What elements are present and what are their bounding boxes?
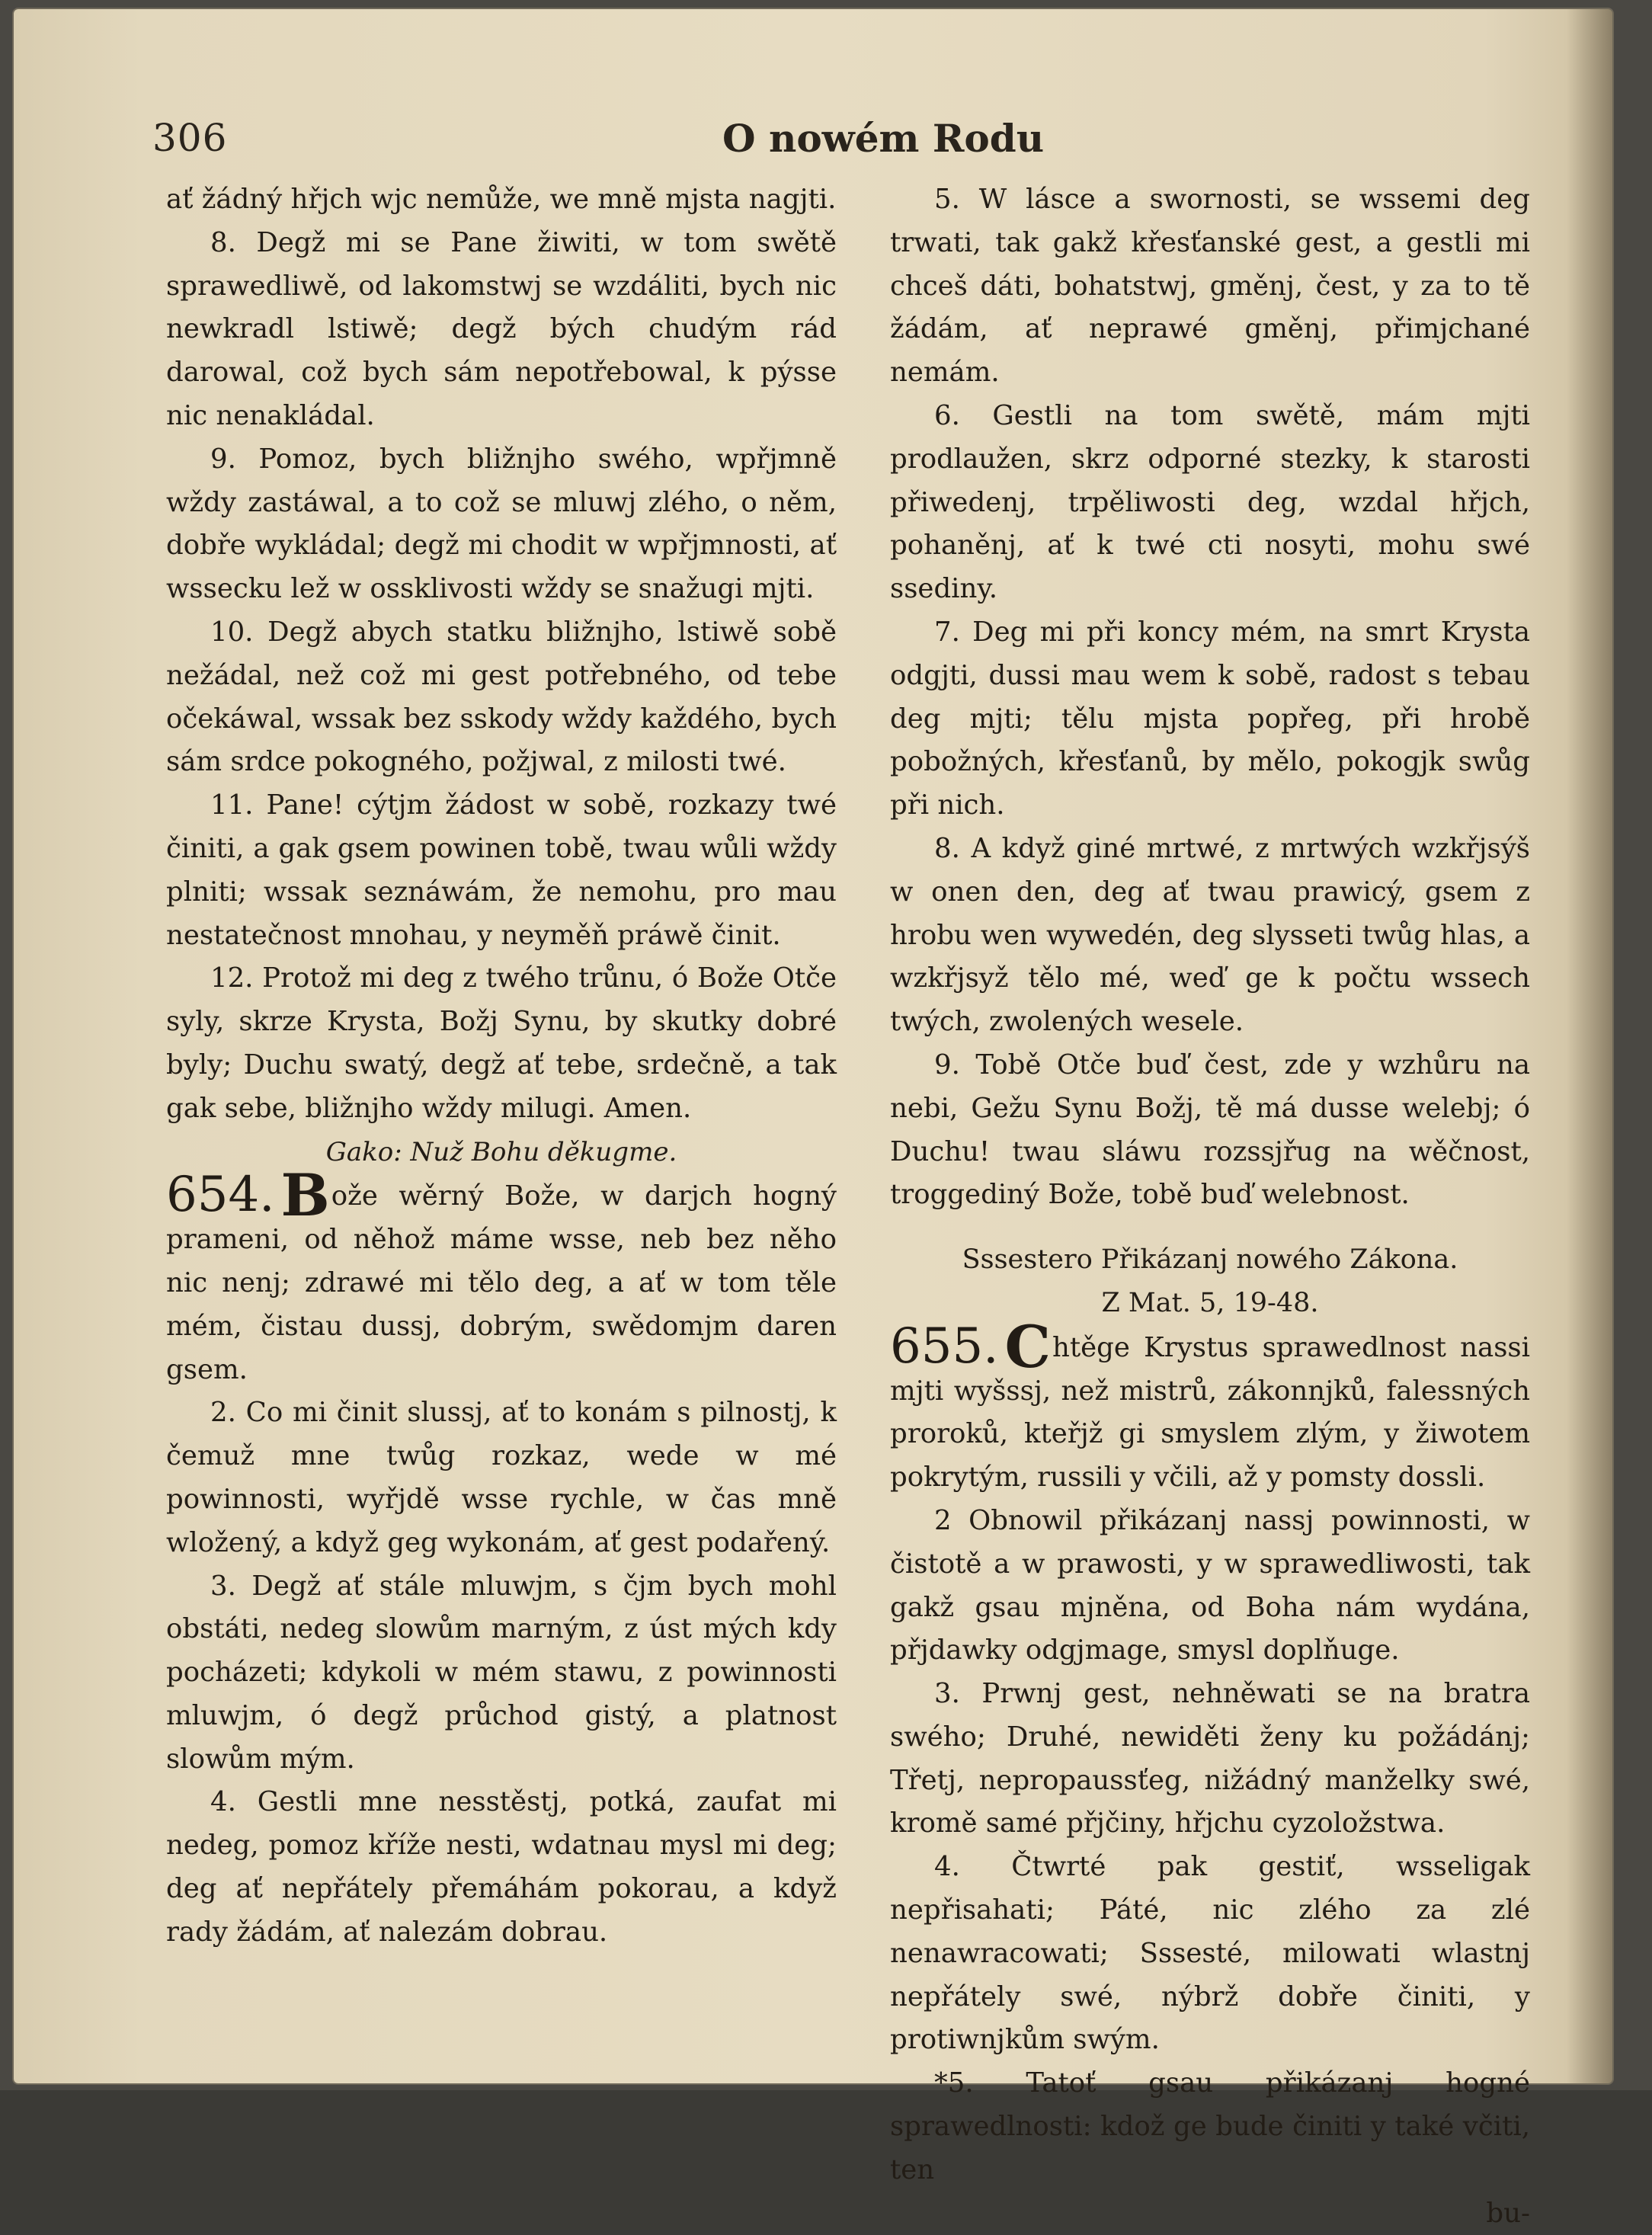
verse-paragraph: 11. Pane! cýtjm žádost w sobě, rozkazy twé činiti, a gak gsem powinen tobě, twau wůli wždy plniti; wssak seznáwám, že nemohu, pro mau nestatečnost mnohau, y neyměň práwě činit. <box>166 789 837 951</box>
hymn-654-start <box>166 1161 837 1391</box>
page-gutter-shadow <box>1567 9 1612 2083</box>
book-page <box>14 9 1612 2229</box>
scripture-reference: Z Mat. 5, 19-48. <box>1101 1287 1319 1318</box>
hymn-melody-note: Gako: Nuž Bohu děkugme. <box>325 1136 677 1167</box>
verse-paragraph: 9. Pomoz, bych bližnjho swého, wpřjmně wždy zastáwal, a to což se mluwj zlého, o něm, dobře wykládal; degž mi chodit w wpřjmnosti, ať wssecku lež w ossklivosti wždy se snažugi mjti. <box>166 443 837 605</box>
left-column <box>166 178 837 1955</box>
verse-paragraph: 4. Gestli mne nesstěstj, potká, zaufat mi nedeg, pomoz kříže nesti, wdatnau mysl mi deg; deg ať nepřátely přemáhám pokorau, a když rady žádám, ať nalezám dobrau. <box>166 1786 837 1948</box>
running-title: O nowém Rodu <box>722 116 1045 161</box>
verse-paragraph: ať žádný hřjch wjc nemůže, we mně mjsta nagjti. <box>166 184 837 215</box>
hymn-number: 655. <box>890 1318 999 1375</box>
right-column <box>890 178 1530 2235</box>
hymn-655-start <box>890 1312 1530 1500</box>
verse-paragraph: 6. Gestli na tom swětě, mám mjti prodlaužen, skrz odporné stezky, k starosti přiwedenj, trpěliwosti deg, wzdal hřjch, pohaněnj, ať k twé cti nosyti, mohu swé ssediny. <box>890 399 1530 605</box>
verse-paragraph: 3. Degž ať stále mluwjm, s čjm bych mohl obstáti, nedeg slowům marným, z úst mých kdy pocházeti; kdykoli w mém stawu, z powinnosti mluwjm, ó degž průchod gistý, a platnost slowům mým. <box>166 1570 837 1775</box>
verse-paragraph: 3. Prwnj gest, nehněwati se na bratra swého; Druhé, newiděti ženy ku požádánj; Třetj, nepropaussťeg, nižádný manželky swé, kromě samé přjčiny, hřjchu cyzoložstwa. <box>890 1678 1530 1840</box>
hymn-first-verse: htěge Krystus sprawedlnost nassi mjti wyšssj, než mistrů, zákonnjků, falessných proroků, kteřjž gi smyslem zlým, y žiwotem pokrytým, russili y včili, až y pomsty dossli. <box>890 1331 1530 1494</box>
verse-paragraph: *5. Tatoť gsau přikázanj hogné sprawedlnosti: kdož ge bude činiti y také včiti, ten <box>890 2067 1530 2185</box>
verse-paragraph: 5. W lásce a swornosti, se wssemi deg trwati, tak gakž křesťanské gest, a gestli mi chceš dáti, bohatstwj, gměnj, čest, y za to tě žádám, ať neprawé gměnj, přimjchané nemám. <box>890 184 1530 389</box>
verse-paragraph: 8. Degž mi se Pane žiwiti, w tom swětě sprawedliwě, od lakomstwj se wzdáliti, bych nic newkradl lstiwě; degž bých chudým rád darowal, což bych sám nepotřebowal, k pýsse nic nenakládal. <box>166 226 837 431</box>
verse-paragraph: 2. Co mi činit slussj, ať to konám s pilnostj, k čemuž mne twůg rozkaz, wede w mé powinnosti, wyřjdě wsse rychle, w čas mně wložený, a když geg wykonám, ať gest podařený. <box>166 1397 837 1558</box>
verse-paragraph: 12. Protož mi deg z twého trůnu, ó Bože Otče syly, skrze Krysta, Božj Synu, by skutky dobré byly; Duchu swatý, degž ať tebe, srdečně, a tak gak sebe, bližnjho wždy milugi. Amen. <box>166 962 837 1124</box>
verse-paragraph: 2 Obnowil přikázanj nassj powinnosti, w čistotě a w prawosti, y w sprawedliwosti, tak gakž gsau mjněna, od Boha nám wydána, přjdawky odgjmage, smysl doplňuge. <box>890 1504 1530 1667</box>
verse-paragraph: 7. Deg mi při koncy mém, na smrt Krysta odgjti, dussi mau wem k sobě, radost s tebau deg mjti; tělu mjsta popřeg, při hrobě pobožných, křesťanů, by mělo, pokogjk swůg při nich. <box>890 616 1530 821</box>
page-header <box>14 116 1612 177</box>
verse-paragraph: 10. Degž abych statku bližnjho, lstiwě sobě nežádal, než což mi gest potřebného, od tebe očekáwal, wssak bez sskody wždy každého, bych sám srdce pokogného, požjwal, z milosti twé. <box>166 616 837 778</box>
hymn-first-verse: ože wěrný Bože, w darjch hogný prameni, od něhož máme wsse, neb bez něho nic nenj; zdrawé mi tělo deg, a ať w tom těle mém, čistau dussj, dobrým, swědomjm daren gsem. <box>166 1180 837 1385</box>
drop-cap: C <box>1004 1312 1051 1381</box>
verse-paragraph: 4. Čtwrté pak gestiť, wsseligak nepřisahati; Páté, nic zlého za zlé nenawracowati; Sssesté, milowati wlastnj nepřátely swé, nýbrž dobře činiti, y protiwnjkům swým. <box>890 1851 1530 2056</box>
hymn-number: 654. <box>166 1167 275 1224</box>
verse-paragraph: 8. A když giné mrtwé, z mrtwých wzkřjsýš w onen den, deg ať twau prawicý, gsem z hrobu wen wywedén, deg slysseti twůg hlas, a wzkřjsyž tělo mé, weď ge k počtu wssech twých, zwolených wesele. <box>890 832 1530 1038</box>
drop-cap: B <box>280 1161 330 1230</box>
page-number: 306 <box>152 116 228 160</box>
section-heading: Sssestero Přikázanj nowého Zákona. <box>962 1244 1458 1276</box>
catchword: bu- <box>1486 2197 1530 2229</box>
verse-paragraph: 9. Tobě Otče buď čest, zde y wzhůru na nebi, Gežu Synu Božj, tě má dusse welebj; ó Duchu! twau sláwu rozssjřug na wěčnost, troggediný Bože, tobě buď welebnost. <box>890 1049 1530 1211</box>
